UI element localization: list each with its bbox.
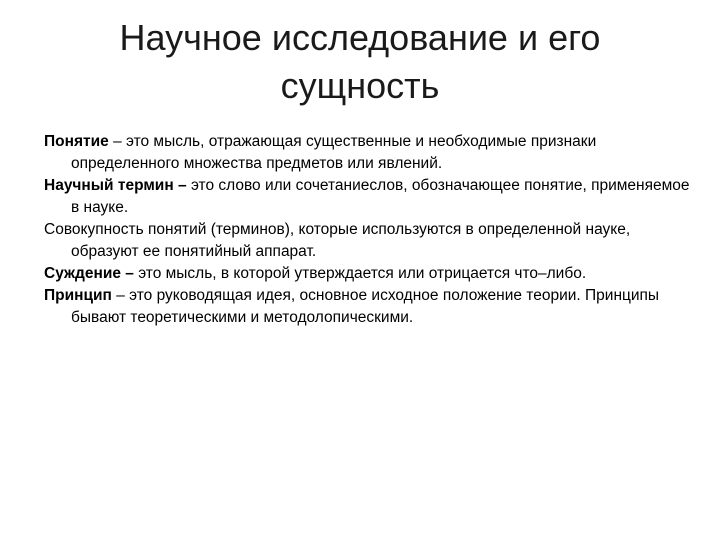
paragraph-conceptual-apparatus bbox=[44, 219, 694, 263]
slide-title-line-2: сущность bbox=[280, 65, 440, 106]
slide-title bbox=[40, 14, 680, 110]
term-judgment: Суждение – bbox=[44, 265, 134, 282]
definition-concept: – это мысль, отражающая существенные и необходимые признаки определенного множества предметов или явлений. bbox=[71, 133, 597, 172]
slide-body bbox=[44, 131, 694, 329]
term-principle: Принцип bbox=[44, 287, 112, 304]
slide-title-line-1: Научное исследование и его bbox=[119, 17, 601, 58]
paragraph-judgment bbox=[44, 263, 694, 285]
definition-conceptual-apparatus: Совокупность понятий (терминов), которые используются в определенной науке, образуют ее понятийный аппарат. bbox=[44, 221, 631, 260]
term-scientific-term: Научный термин – bbox=[44, 177, 187, 194]
paragraph-concept bbox=[44, 131, 694, 175]
definition-judgment: это мысль, в которой утверждается или отрицается что–либо. bbox=[133, 265, 587, 282]
term-concept: Понятие bbox=[44, 133, 109, 150]
paragraph-scientific-term bbox=[44, 175, 694, 219]
definition-scientific-term: это слово или сочетаниеслов, обозначающее понятие, применяемое в науке. bbox=[71, 177, 690, 216]
definition-principle: – это руководящая идея, основное исходное положение теории. Принципы бывают теоретическими и методолопическими. bbox=[71, 287, 660, 326]
paragraph-principle bbox=[44, 285, 694, 329]
